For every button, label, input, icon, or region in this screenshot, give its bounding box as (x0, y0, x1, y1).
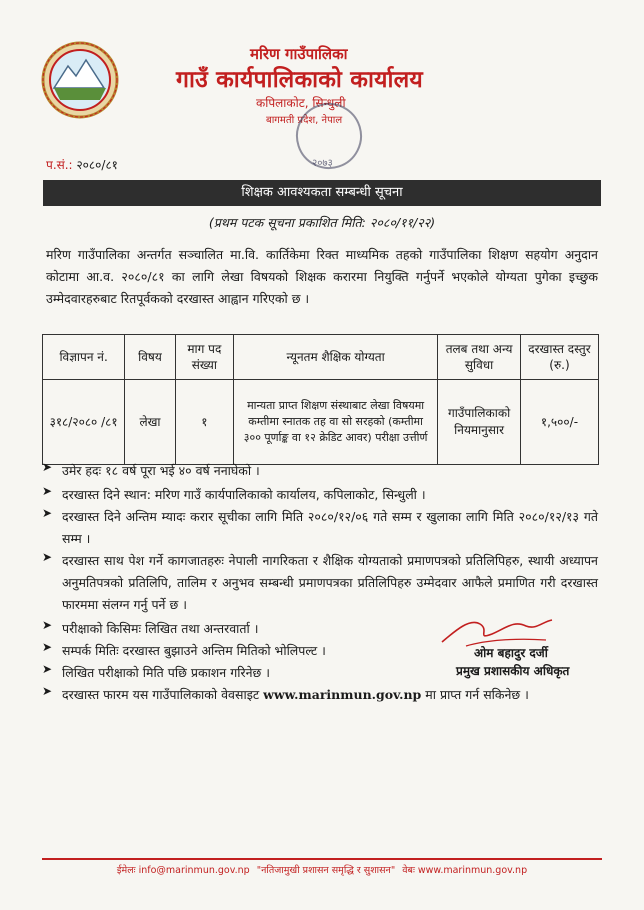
arrow-bullet-icon: ➤ (42, 640, 53, 654)
item-text (62, 684, 598, 706)
arrow-bullet-icon: ➤ (42, 618, 53, 632)
signatory-title: प्रमुख प्रशासकीय अधिकृत (456, 664, 570, 678)
cell-qualification: मान्यता प्राप्त शिक्षण संस्थाबाट लेखा विषयमा कम्तीमा स्नातक तह वा सो सरहको (कम्तीमा ३०० पूर्णाङ्क वा १२ क्रेडिट आवर) परीक्षा उत्तीर्ण (233, 380, 437, 465)
item-text: उमेर हदः १८ वर्ष पूरा भई ४० वर्ष ननाघेको । (62, 463, 260, 478)
footer-divider (42, 858, 602, 860)
reference-value: २०८०/८१ (76, 158, 118, 172)
office-province: बागमती प्रदेश, नेपाल (266, 115, 343, 126)
table-header-row (43, 335, 599, 380)
notice-subject: शिक्षक आवश्यकता सम्बन्धी सूचना (43, 180, 601, 206)
item-text: दरखास्त साथ पेश गर्ने कागजातहरुः नेपाली नागरिकता र शैक्षिक योग्यताको प्रमाणपत्रको प्रतिलिपिहरु, स्थायी अध्यापन अनुमतिपत्रको प्रतिलिपि, तालिम र अनुभव सम्बन्धी प्रमाणपत्रका प्रतिलिपिहरु उम्मेदवार आफैले प्रमाणित गरी दरखास्त फारममा संलग्न गर्नु पर्ने छ । (62, 553, 598, 612)
intro-paragraph: मरिण गाउँपालिका अन्तर्गत सञ्चालित मा.वि. कार्तिकेमा रिक्त माध्यमिक तहको गाउँपालिका शिक्षण सहयोग अनुदान कोटामा आ.व. २०८०/८१ का लागि लेखा विषयको शिक्षक करारमा नियुक्ति गर्नुपर्ने भएकोले योग्यता पुगेका इच्छुक उम्मेदवारहरुबाट रितपूर्वकको दरखास्त आह्वान गरिएको छ । (46, 247, 598, 306)
publication-date: (प्रथम पटक सूचना प्रकाशित मिति: २०८०/११/२२) (208, 215, 436, 230)
arrow-bullet-icon: ➤ (42, 506, 53, 520)
arrow-bullet-icon: ➤ (42, 684, 53, 698)
header-positions: माग पद संख्या (175, 335, 233, 380)
item-text: दरखास्त दिने स्थान: मरिण गाउँ कार्यपालिकाको कार्यालय, कपिलाकोट, सिन्धुली । (62, 487, 426, 502)
form-text-pre: दरखास्त फारम यस गाउँपालिकाको वेवसाइट (62, 687, 260, 702)
footer-email[interactable]: ईमेलः info@marinmun.gov.np (116, 865, 250, 876)
arrow-bullet-icon: ➤ (42, 484, 53, 498)
cell-fee: १,५००/- (520, 380, 598, 465)
footer-slogan: "नतिजामुखी प्रशासन समृद्धि र सुशासन" (256, 865, 396, 876)
cell-ad-no: ३१८/२०८० /८१ (43, 380, 125, 465)
arrow-bullet-icon: ➤ (42, 662, 53, 676)
item-text: लिखित परीक्षाको मिति पछि प्रकाशन गरिनेछ । (62, 665, 271, 680)
item-text: दरखास्त दिने अन्तिम म्यादः करार सूचीका लागि मिति २०८०/१२/०६ गते सम्म र खुलाका लागि मिति २०८०/१२/१३ गते सम्म । (62, 509, 598, 546)
header-qualification: न्यूनतम शैक्षिक योग्यता (233, 335, 437, 380)
nepal-emblem-icon (40, 40, 120, 120)
reference-number (46, 156, 118, 173)
vacancy-table (42, 334, 599, 465)
item-text: सम्पर्क मितिः दरखास्त बुझाउने अन्तिम मितिको भोलिपल्ट । (62, 643, 326, 658)
seal-year: २०७३ (312, 158, 333, 169)
municipality-name: मरिण गाउँपालिका (250, 45, 348, 63)
header-subject: विषय (125, 335, 175, 380)
arrow-bullet-icon: ➤ (42, 460, 53, 474)
arrow-bullet-icon: ➤ (42, 550, 53, 564)
cell-salary: गाउँपालिकाको नियमानुसार (438, 380, 521, 465)
form-text-post: मा प्राप्त गर्न सकिनेछ । (425, 687, 529, 702)
footer-website[interactable]: वेबः www.marinmun.gov.np (402, 865, 528, 876)
office-name: गाउँ कार्यपालिकाको कार्यालय (176, 67, 423, 93)
signatory-name: ओम बहादुर दर्जी (474, 646, 548, 660)
cell-positions: १ (175, 380, 233, 465)
reference-label: प.सं.: (46, 158, 73, 172)
item-text: परीक्षाको किसिमः लिखित तथा अन्तरवार्ता । (62, 621, 259, 636)
office-address: कपिलाकोट, सिन्धुली (256, 96, 346, 110)
header-ad-no: विज्ञापन नं. (43, 335, 125, 380)
header-salary: तलब तथा अन्य सुविधा (438, 335, 521, 380)
footer (0, 863, 644, 876)
table-row (43, 380, 599, 465)
cell-subject: लेखा (125, 380, 175, 465)
header-fee: दरखास्त दस्तुर (रु.) (520, 335, 598, 380)
website-link[interactable]: www.marinmun.gov.np (263, 687, 422, 702)
